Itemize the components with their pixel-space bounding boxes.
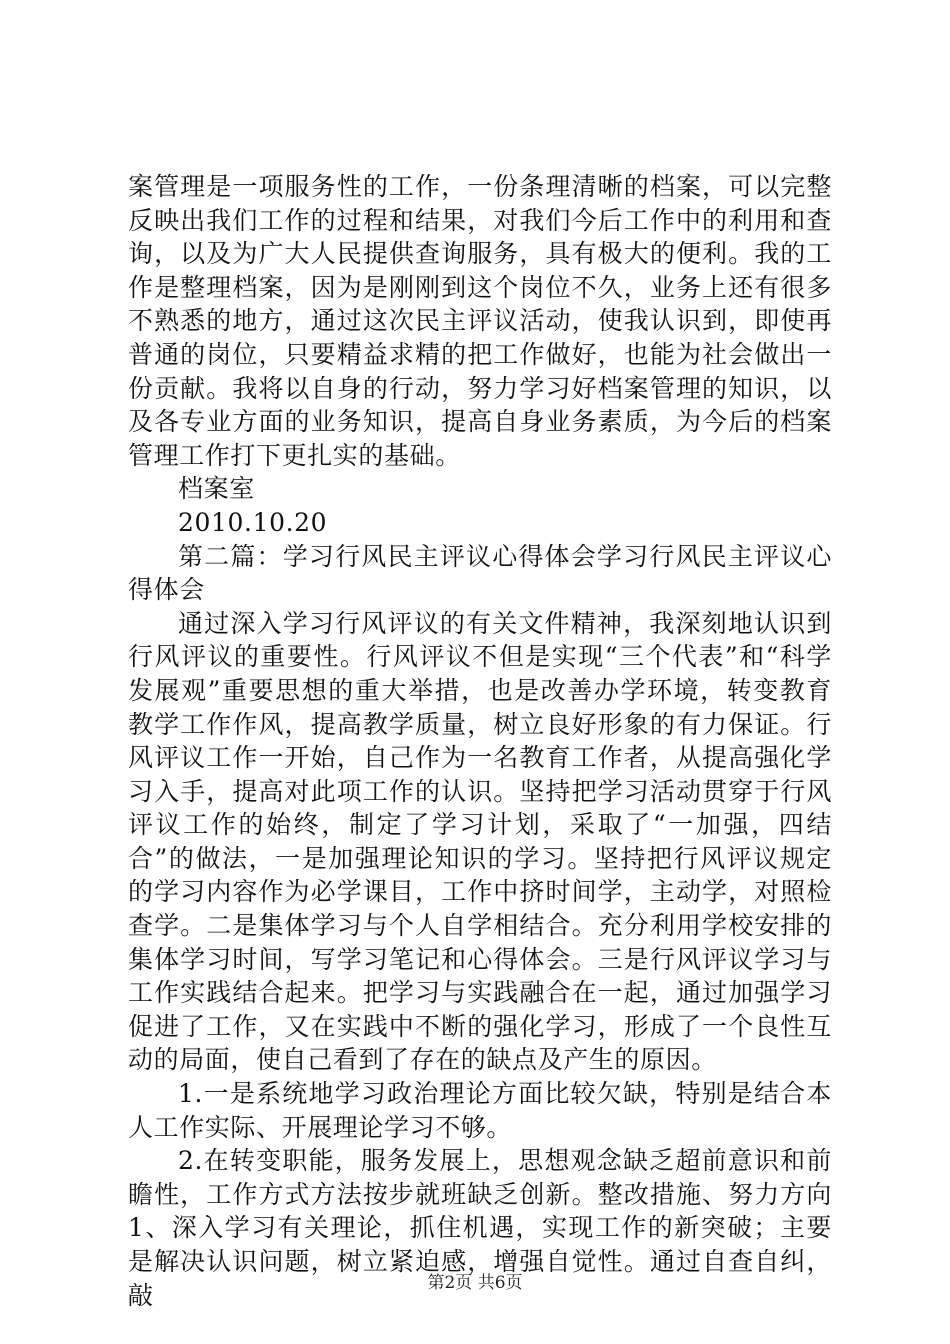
paragraph-item-1: 1.一是系统地学习政治理论方面比较欠缺，特别是结合本人工作实际、开展理论学习不够。 — [128, 1079, 832, 1142]
paragraph-study-experience: 通过深入学习行风评议的有关文件精神，我深刻地认识到行风评议的重要性。行风评议不但是实现“三个代表”和“科学发展观”重要思想的重大举措，也是改善办学环境，转变教育教学工作作风，提高教学质量，树立良好形象的有力保证。行风评议工作一开始，自己作为一名教育工作者，从提高强化学习入手，提高对此项工作的认识。坚持把学习活动贯穿于行风评议工作的始终，制定了学习计划，采取了“一加强，四结合”的做法，一是加强理论知识的学习。坚持把行风评议规定的学习内容作为必学课目，工作中挤时间学，主动学，对照检查学。二是集体学习与个人自学相结合。充分利用学校安排的集体学习时间，写学习笔记和心得体会。三是行风评议学习与工作实践结合起来。把学习与实践融合在一起，通过加强学习促进了工作，又在实践中不断的强化学习，形成了一个良性互动的局面，使自己看到了存在的缺点及产生的原因。 — [128, 608, 832, 1075]
section-heading: 第二篇：学习行风民主评议心得体会学习行风民主评议心得体会 — [128, 541, 832, 605]
paragraph-item-2: 2.在转变职能，服务发展上，思想观念缺乏超前意识和前瞻性，工作方式方法按步就班缺乏创新。整改措施、努力方向1、深入学习有关理论，抓住机遇，实现工作的新突破；主要是解决认识问题，树立紧迫感，增强自觉性。通过自查自纠，敲 — [128, 1146, 832, 1310]
signature-date: 2010.10.20 — [178, 507, 328, 537]
document-body — [128, 170, 832, 1312]
signature-department: 档案室 — [178, 474, 255, 504]
paragraph-archive-work: 案管理是一项服务性的工作，一份条理清晰的档案，可以完整反映出我们工作的过程和结果，对我们今后工作中的利用和查询，以及为广大人民提供查询服务，具有极大的便利。我的工作是整理档案，因为是刚刚到这个岗位不久，业务上还有很多不熟悉的地方，通过这次民主评议活动，使我认识到，即使再普通的岗位，只要精益求精的把工作做好，也能为社会做出一份贡献。我将以自身的行动，努力学习好档案管理的知识，以及各专业方面的业务知识，提高自身业务素质，为今后的档案管理工作打下更扎实的基础。 — [128, 172, 832, 470]
page-footer: 第2页 共6页 — [427, 1273, 523, 1293]
